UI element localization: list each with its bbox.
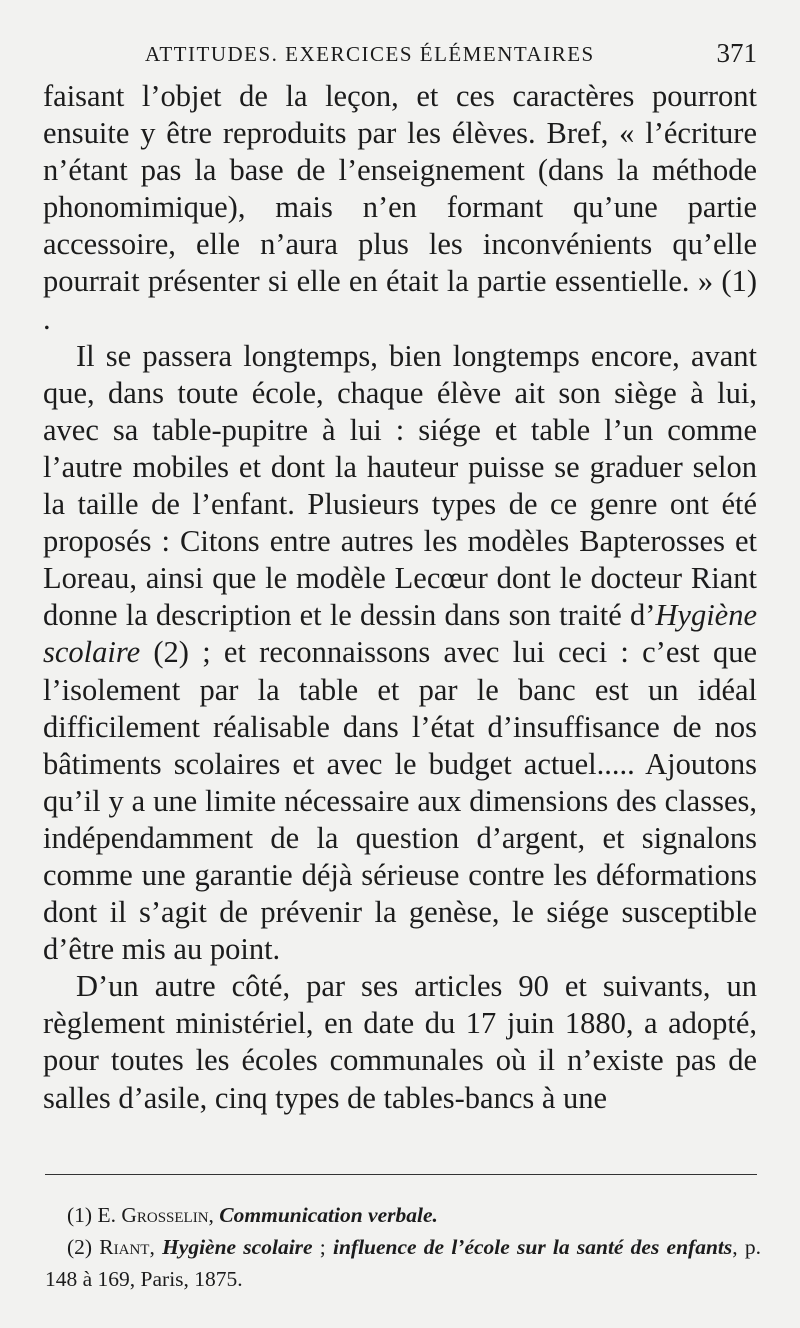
footnote-2 <box>45 1231 761 1295</box>
paragraph-2-text-a: Il se passera longtemps, bien longtemps encore, avant que, dans toute école, chaque élève ait son siège à lui, avec sa table-pupitre à lui : siége et table l’un comme l’autre mobiles et dont la hauteur puisse se graduer selon la taille de l’enfant. Plusieurs types de ce genre ont été proposés : Citons entre autres les modèles Bapterosses et Loreau, ainsi que le modèle Lecœur dont le docteur Riant donne la description et le dessin dans son traité d’ <box>43 338 757 633</box>
footnote-1-marker: (1) <box>67 1203 98 1227</box>
paragraph-2-text-b: (2) ; et reconnaissons avec lui ceci : c’est que l’isolement par la table et par le banc est un idéal difficilement réalisable dans l’état d’insuffisance de nos bâtiments scolaires et avec le budget actuel..... Ajoutons qu’il y a une limite nécessaire aux dimensions des classes, indépendamment de la question d’argent, et signalons comme une garantie déjà sérieuse contre les déformations dont il s’agit de prévenir la genèse, le siége susceptible d’être mis au point. <box>43 635 757 967</box>
footnote-2-subtitle: influence de l’école sur la santé des enfants <box>332 1235 733 1259</box>
paragraph-1 <box>43 78 757 338</box>
paragraph-1-text: faisant l’objet de la leçon, et ces caractères pourront ensuite y être reproduits par les élèves. Bref, « l’écriture n’étant pas la base de l’enseignement (dans la méthode phonomimique), mais n’en formant qu’une partie accessoire, elle n’aura plus les inconvénients qu’elle pourrait présenter si elle en était la partie essentielle. » (1) . <box>43 79 757 336</box>
page-number: 371 <box>716 38 757 68</box>
footnote-1-author: E. Grosselin, <box>97 1203 214 1227</box>
footnote-1 <box>45 1199 761 1231</box>
footnote-2-separator: ; <box>312 1235 333 1259</box>
footnote-2-author: Riant, <box>99 1235 155 1259</box>
footnote-1-title: Communication verbale. <box>219 1203 438 1227</box>
footnote-2-title: Hygiène scolaire <box>162 1235 313 1259</box>
running-title: ATTITUDES. EXERCICES ÉLÉMENTAIRES <box>145 42 595 66</box>
footnote-2-marker: (2) <box>67 1235 100 1259</box>
book-title-italic: Hygiène scolaire <box>43 598 757 670</box>
paragraph-3 <box>43 968 757 1116</box>
footnotes <box>45 1199 761 1295</box>
footnote-divider <box>45 1174 757 1175</box>
paragraph-2 <box>43 338 757 969</box>
running-header <box>145 38 757 74</box>
paragraph-3-text: D’un autre côté, par ses articles 90 et suivants, un règlement ministériel, en date du 17 juin 1880, a adopté, pour toutes les écoles communales où il n’existe pas de salles d’asile, cinq types de tables-bancs à une <box>43 969 757 1115</box>
body-text <box>43 78 757 1117</box>
footnote-2-rest: , p. 148 à 169, Paris, 1875. <box>45 1235 761 1291</box>
